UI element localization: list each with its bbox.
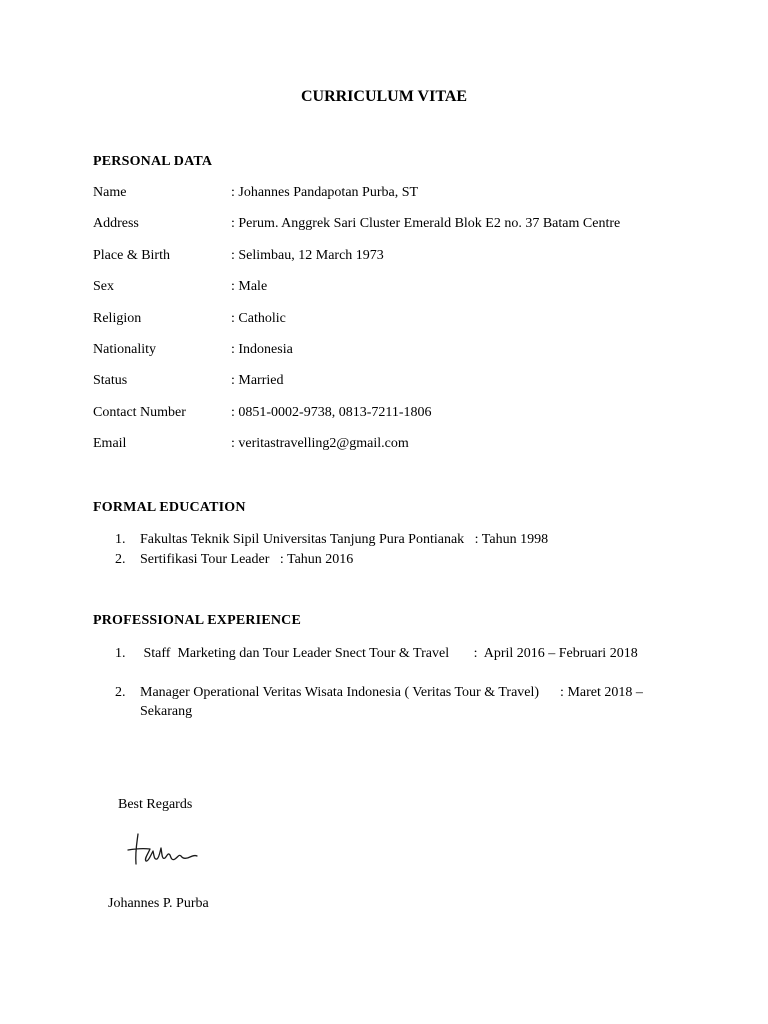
list-text: Staff Marketing dan Tour Leader Snect Tour & Travel : April 2016 – Februari 2018 — [140, 646, 638, 661]
field-label: Contact Number — [93, 405, 186, 420]
signature-icon — [124, 828, 204, 872]
field-label: Religion — [93, 311, 142, 326]
field-label: Email — [93, 436, 127, 451]
field-value: : Married — [231, 373, 284, 388]
signatory-name: Johannes P. Purba — [108, 896, 209, 911]
formal-education-heading: FORMAL EDUCATION — [93, 500, 246, 515]
field-label: Sex — [93, 279, 114, 294]
field-label: Address — [93, 216, 139, 231]
field-value: : Catholic — [231, 311, 286, 326]
list-number: 2. — [115, 552, 126, 567]
field-value: : Indonesia — [231, 342, 293, 357]
professional-experience-heading: PROFESSIONAL EXPERIENCE — [93, 613, 302, 628]
field-label: Place & Birth — [93, 248, 170, 263]
list-item — [115, 683, 675, 723]
field-value: : Johannes Pandapotan Purba, ST — [231, 185, 419, 200]
field-label: Nationality — [93, 342, 156, 357]
list-item — [115, 530, 635, 549]
list-text: Manager Operational Veritas Wisata Indonesia ( Veritas Tour & Travel) : Maret 2018 – Sekarang — [140, 685, 647, 719]
field-value: : 0851-0002-9738, 0813-7211-1806 — [231, 405, 432, 420]
field-value: : veritastravelling2@gmail.com — [231, 436, 409, 451]
list-item — [115, 644, 675, 684]
list-number: 1. — [115, 532, 126, 547]
field-label: Name — [93, 185, 127, 200]
list-number: 2. — [115, 685, 126, 700]
list-text: Sertifikasi Tour Leader : Tahun 2016 — [140, 552, 354, 567]
list-text: Fakultas Teknik Sipil Universitas Tanjung Pura Pontianak : Tahun 1998 — [140, 532, 549, 547]
field-value: : Perum. Anggrek Sari Cluster Emerald Blok E2 no. 37 Batam Centre — [231, 216, 621, 231]
list-item — [115, 550, 635, 569]
list-number: 1. — [115, 646, 126, 661]
page-title: CURRICULUM VITAE — [300, 88, 468, 105]
field-label: Status — [93, 373, 128, 388]
field-value: : Male — [231, 279, 268, 294]
field-value: : Selimbau, 12 March 1973 — [231, 248, 384, 263]
personal-data-heading: PERSONAL DATA — [93, 154, 213, 169]
closing-regards: Best Regards — [118, 797, 193, 812]
